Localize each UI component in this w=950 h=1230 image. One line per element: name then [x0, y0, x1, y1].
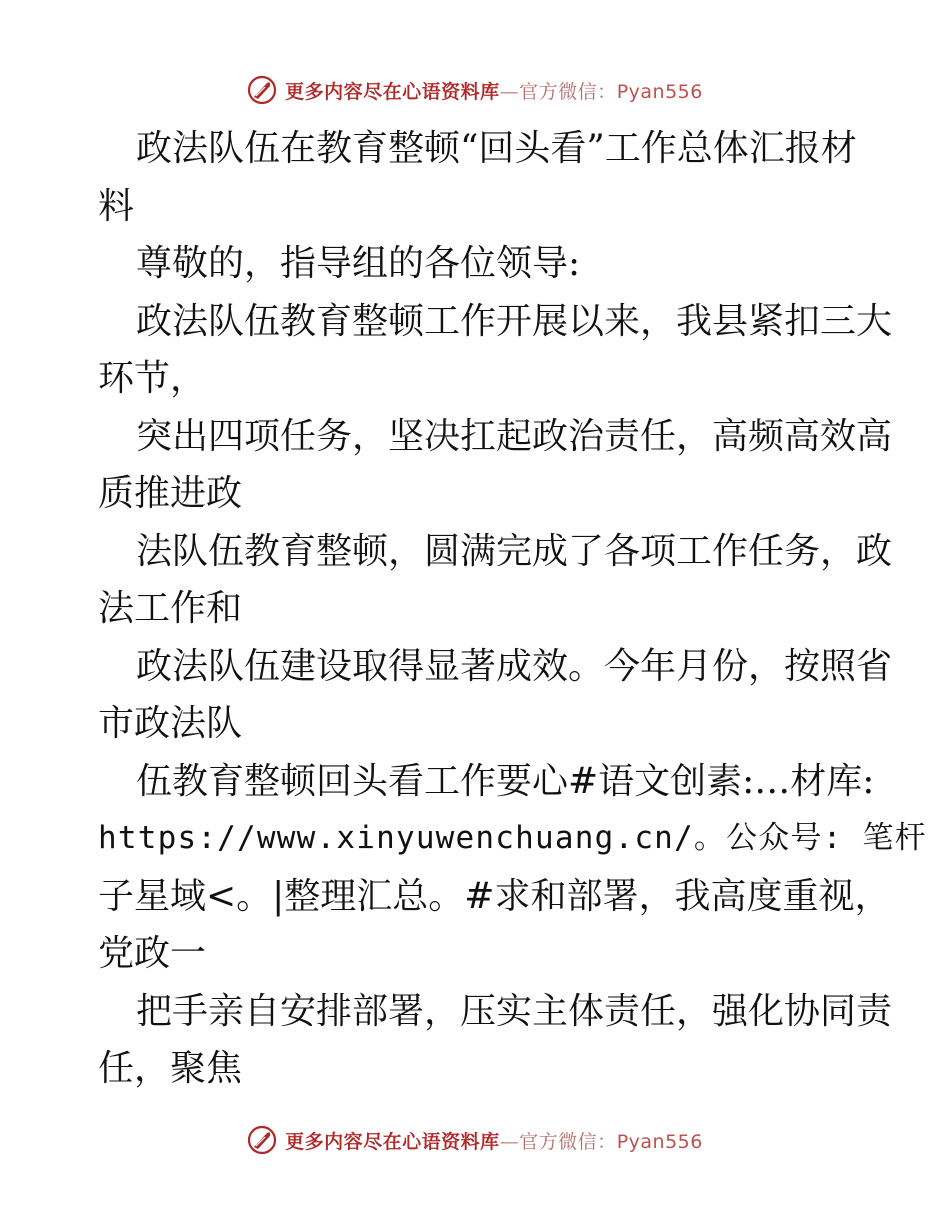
paragraph-line: 伍教育整顿回头看工作要心#语文创素:…材库:: [136, 760, 875, 802]
paragraph-line: 党政一: [98, 933, 207, 974]
paragraph-line: 市政法队: [98, 703, 243, 744]
watermark-separator: —: [499, 80, 520, 103]
paragraph-line: 政法队伍教育整顿工作开展以来，我县紧扣三大: [136, 300, 893, 342]
watermark-text: [285, 77, 703, 104]
paragraph-line: 子星域<。|整理汇总。#求和部署，我高度重视，: [98, 875, 891, 917]
document-title-line-cont: 料: [98, 185, 135, 227]
watermark-separator: —: [499, 1130, 520, 1153]
watermark-banner-bottom: [0, 1120, 950, 1160]
watermark-wechat-label: 官方微信：: [519, 1130, 617, 1153]
paragraph-line: 法工作和: [98, 588, 243, 629]
watermark-brand: 更多内容尽在心语资料库: [285, 80, 500, 103]
watermark-text: [285, 1127, 703, 1154]
url-line: https://www.xinyuwenchuang.cn/。公众号: 笔杆: [98, 820, 927, 856]
watermark-wechat-label: 官方微信：: [519, 80, 617, 103]
paragraph-line: 任，聚焦: [98, 1048, 243, 1089]
salutation-line: 尊敬的，指导组的各位领导:: [136, 243, 581, 284]
paragraph-line: 把手亲自安排部署，压实主体责任，强化协同责: [136, 990, 893, 1032]
document-title-line: 政法队伍在教育整顿“回头看”工作总体汇报材: [136, 128, 857, 169]
paragraph-line: 法队伍教育整顿，圆满完成了各项工作任务，政: [136, 530, 893, 572]
watermark-handle: Pyan556: [616, 80, 703, 103]
document-body: [98, 120, 927, 1098]
watermark-brand: 更多内容尽在心语资料库: [285, 1130, 500, 1153]
paragraph-line: 政法队伍建设取得显著成效。今年月份，按照省: [136, 645, 893, 687]
watermark-handle: Pyan556: [616, 1130, 703, 1153]
paragraph-line: 突出四项任务，坚决扛起政治责任，高频高效高: [136, 415, 893, 457]
paragraph-line: 质推进政: [98, 473, 243, 514]
quill-pen-logo-icon: [247, 1125, 277, 1155]
watermark-banner-top: [0, 70, 950, 110]
paragraph-line: 环节，: [98, 358, 207, 399]
quill-pen-logo-icon: [247, 75, 277, 105]
